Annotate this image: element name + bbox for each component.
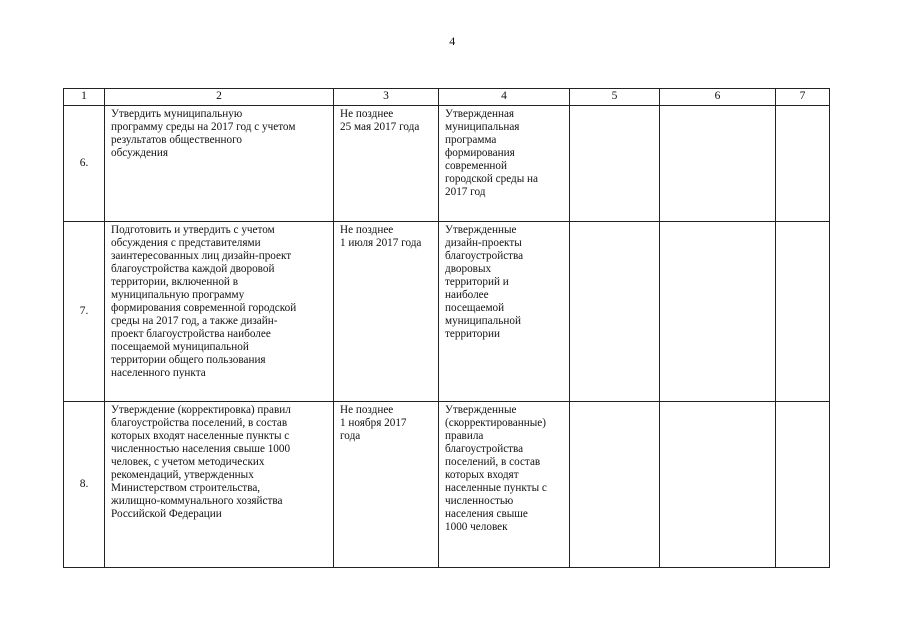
task-cell: Утверждение (корректировка) правил благоустройства поселений, в состав которых входят населенные пункты с численностью населения свыше 1000 человек, с учетом методических рекомендаций, утвержденных Министерством строительства, жилищно-коммунального хозяйства Российской Федерации — [105, 402, 334, 568]
empty-cell-col-5 — [570, 222, 660, 402]
empty-cell-col-7 — [776, 222, 830, 402]
header-col-5: 5 — [570, 89, 660, 106]
empty-cell-col-6 — [660, 222, 776, 402]
row-number: 6. — [64, 106, 105, 222]
deadline-cell: Не позднее 1 ноября 2017 года — [334, 402, 439, 568]
empty-cell-col-6 — [660, 106, 776, 222]
empty-cell-col-7 — [776, 402, 830, 568]
row-number: 8. — [64, 402, 105, 568]
empty-cell-col-7 — [776, 106, 830, 222]
task-cell: Подготовить и утвердить с учетом обсуждения с представителями заинтересованных лиц дизайн-проект благоустройства каждой дворовой территории, включенной в муниципальную программу формирования современной городской среды на 2017 год, а также дизайн- проект благоустройства наиболее посещаемой муниципальной территории общего пользования населенного пункта — [105, 222, 334, 402]
header-col-4: 4 — [439, 89, 570, 106]
result-cell: Утвержденные (скорректированные) правила благоустройства поселений, в состав которых входят населенные пункты с численностью населения свыше 1000 человек — [439, 402, 570, 568]
empty-cell-col-5 — [570, 402, 660, 568]
header-col-3: 3 — [334, 89, 439, 106]
table-row — [64, 222, 830, 402]
deadline-cell: Не позднее 25 мая 2017 года — [334, 106, 439, 222]
table-row — [64, 402, 830, 568]
header-col-7: 7 — [776, 89, 830, 106]
empty-cell-col-5 — [570, 106, 660, 222]
header-col-2: 2 — [105, 89, 334, 106]
page-number: 4 — [449, 34, 456, 48]
table-row — [64, 106, 830, 222]
task-cell: Утвердить муниципальную программу среды на 2017 год с учетом результатов общественного обсуждения — [105, 106, 334, 222]
result-cell: Утвержденная муниципальная программа формирования современной городской среды на 2017 год — [439, 106, 570, 222]
header-row — [64, 89, 830, 106]
header-col-1: 1 — [64, 89, 105, 106]
deadline-cell: Не позднее 1 июля 2017 года — [334, 222, 439, 402]
row-number: 7. — [64, 222, 105, 402]
empty-cell-col-6 — [660, 402, 776, 568]
header-col-6: 6 — [660, 89, 776, 106]
result-cell: Утвержденные дизайн-проекты благоустройства дворовых территорий и наиболее посещаемой муниципальной территории — [439, 222, 570, 402]
plan-table — [63, 88, 830, 568]
